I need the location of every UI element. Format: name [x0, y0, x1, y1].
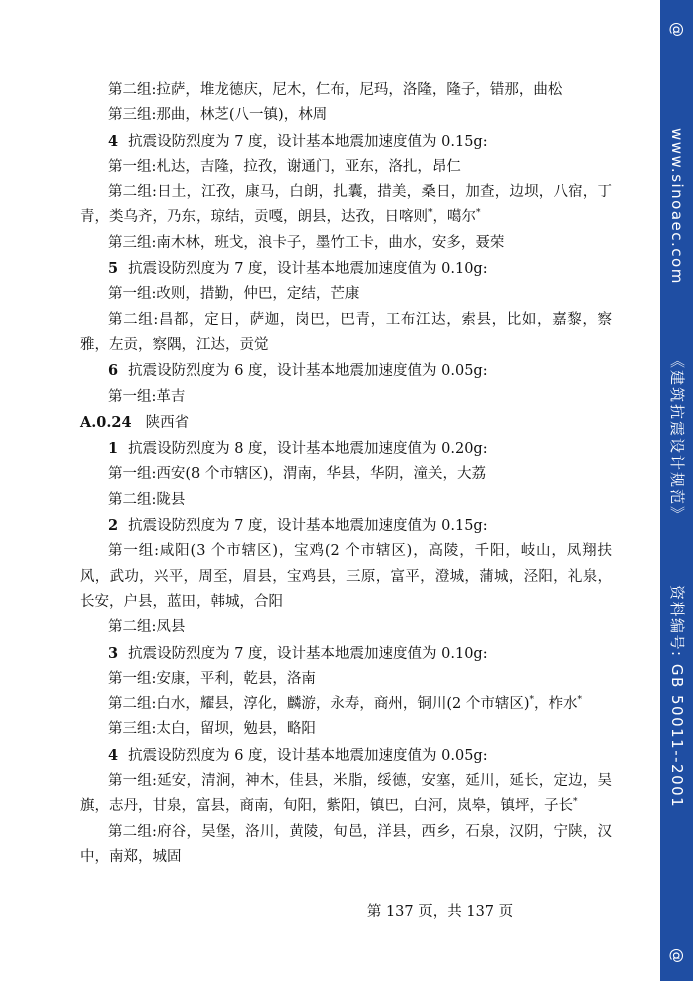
footnote-mark: * [428, 208, 433, 219]
paragraph-text: 第二组:凤县 [108, 619, 186, 636]
group-paragraph [80, 667, 612, 692]
paragraph-text: ，柞水 [534, 696, 578, 713]
intensity-heading [80, 641, 612, 667]
item-number: 1 [108, 440, 119, 458]
paragraph-text: 第一组:札达，吉隆，拉孜，谢通门，亚东，洛扎，昂仁 [108, 158, 461, 175]
page-footer [0, 900, 660, 921]
group-paragraph [80, 308, 612, 359]
paragraph-text: ，噶尔 [432, 209, 476, 226]
intensity-heading [80, 256, 612, 282]
group-paragraph [80, 820, 612, 871]
page-number: 第 137 页，共 137 页 [366, 904, 514, 920]
group-paragraph [80, 539, 612, 615]
item-text: 抗震设防烈度为 7 度，设计基本地震加速度值为 0.10g: [128, 645, 488, 662]
paragraph-text: 第一组:安康，平利，乾县，洛南 [108, 670, 316, 687]
at-symbol-bottom: @ [668, 948, 686, 963]
item-text: 抗震设防烈度为 6 度，设计基本地震加速度值为 0.05g: [128, 363, 488, 380]
document-code: 资料编号: GB 50011--2001 [668, 585, 686, 809]
item-number: 6 [108, 362, 119, 380]
item-text: 抗震设防烈度为 6 度，设计基本地震加速度值为 0.05g: [128, 747, 488, 764]
group-paragraph [80, 615, 612, 640]
paragraph-text: 第三组:南木林，班戈，浪卡子，墨竹工卡，曲水，安多，聂荣 [108, 234, 505, 251]
paragraph-text: 第一组:西安(8 个市辖区)，渭南，华县，华阴，潼关，大荔 [108, 466, 487, 483]
group-paragraph [80, 103, 612, 128]
document-title: 《建筑抗震设计规范》 [668, 353, 686, 524]
item-number: 3 [108, 644, 119, 662]
footnote-mark: * [573, 797, 578, 808]
footnote-mark: * [529, 695, 535, 706]
website-link[interactable]: www.sinoaec.com [668, 128, 686, 285]
group-paragraph [80, 488, 612, 513]
document-body [80, 78, 612, 870]
paragraph-text: 第一组:咸阳(3 个市辖区)，宝鸡(2 个市辖区)，高陵，千阳，岐山，凤翔扶风，武功，兴平，周至，眉县，宝鸡县，三原，富平，澄城，蒲城，泾阳，礼泉，长安，户县，蓝田，韩城，合阳 [80, 543, 612, 610]
paragraph-text: 第三组:太白，留坝，勉县，略阳 [108, 721, 316, 738]
group-paragraph [80, 692, 612, 717]
paragraph-text: 第二组:府谷，吴堡，洛川，黄陵，旬邑，洋县，西乡，石泉，汉阴，宁陕，汉中，南郑，城固 [80, 823, 612, 865]
paragraph-text: 第二组:日土，江孜，康马，白朗，扎囊，措美，桑日，加查，边坝，八宿，丁青，类乌齐，乃东，琼结，贡嘎，朗县，达孜，日喀则 [80, 184, 612, 226]
side-banner [660, 0, 693, 981]
paragraph-text: 第一组:革吉 [108, 388, 186, 405]
group-paragraph [80, 78, 612, 103]
item-number: 5 [108, 260, 119, 278]
section-heading [80, 410, 612, 436]
group-paragraph [80, 155, 612, 180]
item-text: 抗震设防烈度为 7 度，设计基本地震加速度值为 0.15g: [128, 518, 488, 535]
intensity-heading [80, 513, 612, 539]
intensity-heading [80, 743, 612, 769]
group-paragraph [80, 769, 612, 820]
intensity-heading [80, 358, 612, 384]
group-paragraph [80, 462, 612, 487]
item-text: 抗震设防烈度为 7 度，设计基本地震加速度值为 0.15g: [128, 133, 488, 150]
item-number: 4 [108, 746, 119, 764]
paragraph-text: 第三组:那曲，林芝(八一镇)，林周 [108, 107, 328, 124]
paragraph-text: 第二组:陇县 [108, 491, 186, 508]
paragraph-text: 第一组:改则，措勤，仲巴，定结，芒康 [108, 286, 360, 303]
paragraph-text: 第二组:拉萨，堆龙德庆，尼木，仁布，尼玛，洛隆，隆子，错那，曲松 [108, 82, 563, 98]
item-number: 2 [108, 517, 119, 535]
group-paragraph [80, 717, 612, 742]
intensity-heading [80, 129, 612, 155]
at-symbol-top: @ [668, 22, 686, 37]
footnote-mark: * [476, 208, 481, 219]
item-number: 4 [108, 132, 119, 150]
group-paragraph [80, 231, 612, 256]
paragraph-text: 第一组:延安，清涧，神木，佳县，米脂，绥德，安塞，延川，延长，定边，吴旗，志丹，甘泉，富县，商南，旬阳，紫阳，镇巴，白河，岚皋，镇坪，子长 [80, 773, 612, 815]
group-paragraph [80, 282, 612, 307]
section-number: A.0.24 [80, 413, 132, 431]
group-paragraph [80, 180, 612, 231]
intensity-heading [80, 436, 612, 462]
item-text: 抗震设防烈度为 8 度，设计基本地震加速度值为 0.20g: [128, 441, 488, 458]
item-text: 抗震设防烈度为 7 度，设计基本地震加速度值为 0.10g: [128, 261, 488, 278]
paragraph-text: 第二组:昌都，定日，萨迦，岗巴，巴青，工布江达，索县，比如，嘉黎，察雅，左贡，察隅，江达，贡觉 [80, 311, 612, 353]
group-paragraph [80, 385, 612, 410]
footnote-mark: * [577, 695, 583, 706]
section-title: 陕西省 [145, 414, 190, 431]
paragraph-text: 第二组:白水，耀县，淳化，麟游，永寿，商州，铜川(2 个市辖区) [108, 696, 530, 713]
